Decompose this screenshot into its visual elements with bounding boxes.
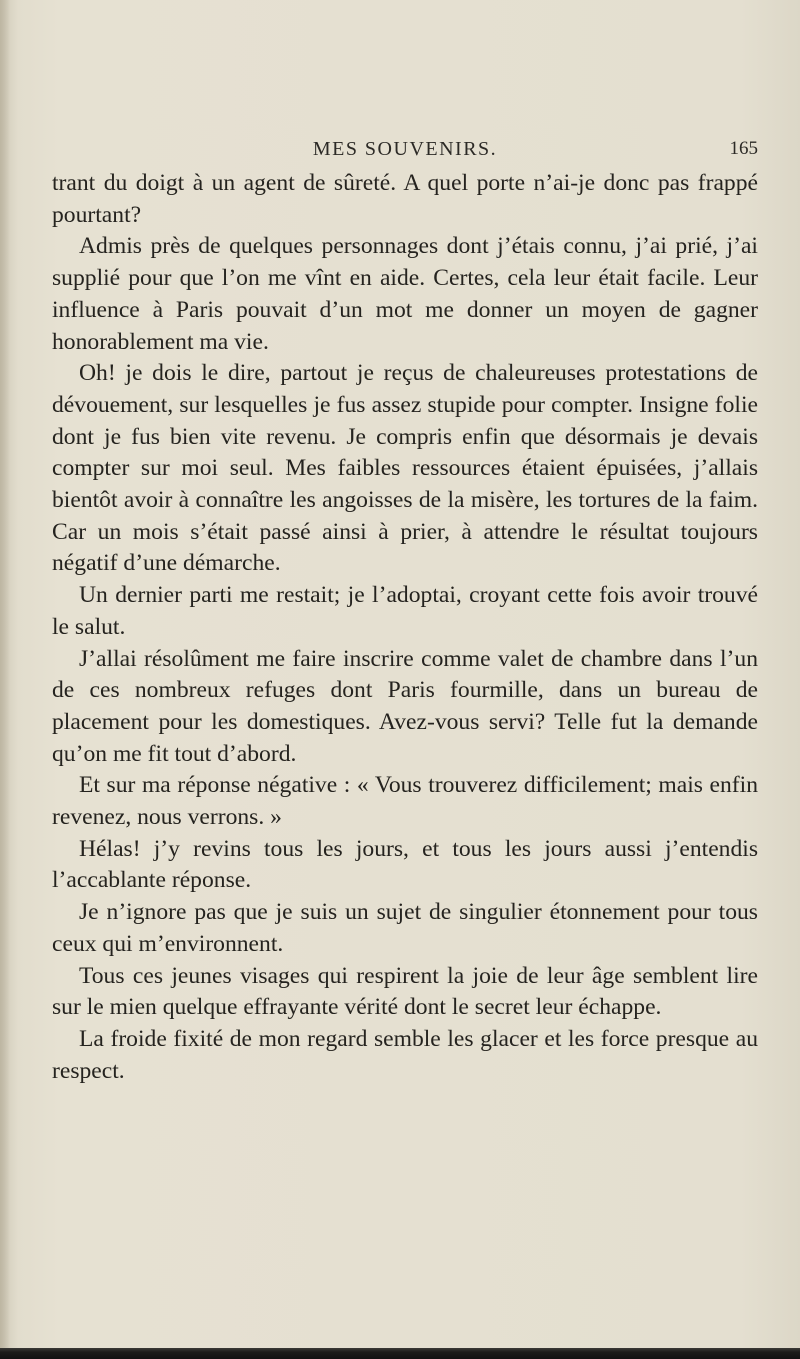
page-number: 165 xyxy=(729,138,758,159)
paragraph: Oh! je dois le dire, partout je reçus de chaleureuses protestations de dévouement, sur lesquelles je fus assez stupide pour compter. Insigne folie dont je fus bien vite revenu. Je compris enfin que désormais je devais compter sur moi seul. Mes faibles ressources étaient épuisées, j’allais bientôt avoir à connaître les angoisses de la misère, les tortures de la faim. Car un mois s’était passé ainsi à prier, à attendre le résultat toujours négatif d’une démarche. xyxy=(52,360,758,577)
paragraph: Je n’ignore pas que je suis un sujet de singulier étonnement pour tous ceux qui m’environnent. xyxy=(52,899,758,957)
paragraph: Hélas! j’y revins tous les jours, et tous les jours aussi j’entendis l’accablante réponse. xyxy=(52,835,758,894)
page-gutter-shadow xyxy=(0,0,10,1348)
paragraph: Admis près de quelques personnages dont j’étais connu, j’ai prié, j’ai supplié pour que l’on me vînt en aide. Certes, cela leur était facile. Leur influence à Paris pouvait d’un mot me donner un moyen de gagner honorablement ma vie. xyxy=(52,233,758,355)
page-header xyxy=(52,138,758,164)
paragraph: trant du doigt à un agent de sûreté. A quel porte n’ai-je donc pas frappé pourtant? xyxy=(52,170,758,228)
paragraph: Un dernier parti me restait; je l’adoptai, croyant cette fois avoir trouvé le salut. xyxy=(52,582,758,640)
paragraph: Tous ces jeunes visages qui respirent la joie de leur âge semblent lire sur le mien quelque effrayante vérité dont le secret leur échappe. xyxy=(52,962,758,1021)
paragraph: J’allai résolûment me faire inscrire comme valet de chambre dans l’un de ces nombreux refuges dont Paris fourmille, dans un bureau de placement pour les domestiques. Avez-vous servi? Telle fut la demande qu’on me fit tout d’abord. xyxy=(52,645,758,767)
running-head: MES SOUVENIRS. xyxy=(312,138,498,160)
scan-bottom-edge xyxy=(0,1348,800,1359)
paragraph: La froide fixité de mon regard semble les glacer et les force presque au respect. xyxy=(52,1025,758,1084)
body-text xyxy=(52,168,758,1087)
paragraph: Et sur ma réponse négative : « Vous trouverez difficilement; mais enfin revenez, nous verrons. » xyxy=(52,772,758,831)
